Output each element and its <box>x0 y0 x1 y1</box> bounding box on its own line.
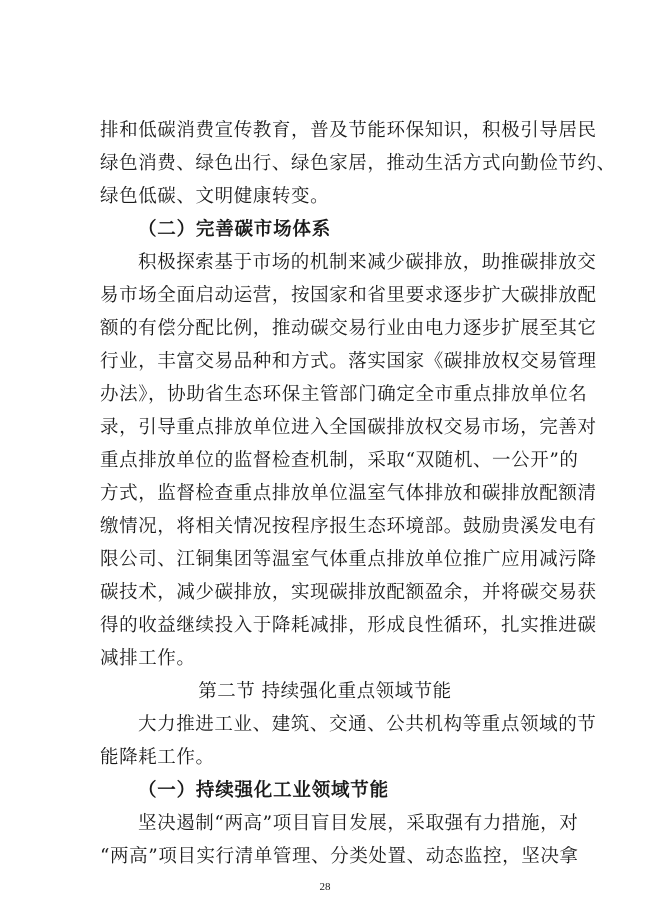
paragraph-line: “两高”项目实行清单管理、分类处置、动态监控，坚决拿 <box>100 846 579 867</box>
paragraph-line: 限公司、江铜集团等温室气体重点排放单位推广应用减污降 <box>100 549 597 570</box>
paragraph-line: 缴情况，将相关情况按程序报生态环境部。鼓励贵溪发电有 <box>100 516 597 537</box>
page-number: 28 <box>319 881 331 893</box>
subsection-heading: （二）完善碳市场体系 <box>138 219 332 240</box>
paragraph-line: 排和低碳消费宣传教育，普及节能环保知识，积极引导居民 <box>100 120 597 141</box>
paragraph-line: 得的收益继续投入于降耗减排，形成良性循环，扎实推进碳 <box>100 615 597 636</box>
paragraph-line: 行业，丰富交易品种和方式。落实国家《碳排放权交易管理 <box>100 351 597 372</box>
paragraph-line: 重点排放单位的监督检查机制，采取“双随机、一公开”的 <box>100 450 579 471</box>
paragraph-line: 坚决遏制“两高”项目盲目发展，采取强有力措施，对 <box>138 813 579 834</box>
paragraph-line: 绿色低碳、文明健康转变。 <box>100 186 330 207</box>
subsection-heading: （一）持续强化工业领域节能 <box>138 780 389 801</box>
paragraph-line: 易市场全面启动运营，按国家和省里要求逐步扩大碳排放配 <box>100 285 597 306</box>
paragraph-line: 大力推进工业、建筑、交通、公共机构等重点领域的节 <box>138 714 597 735</box>
paragraph-line: 额的有偿分配比例，推动碳交易行业由电力逐步扩展至其它 <box>100 318 597 339</box>
paragraph-line: 积极探索基于市场的机制来减少碳排放，助推碳排放交 <box>138 252 597 273</box>
paragraph-line: 办法》，协助省生态环保主管部门确定全市重点排放单位名 <box>100 384 588 405</box>
paragraph-line: 碳技术，减少碳排放，实现碳排放配额盈余，并将碳交易获 <box>100 582 597 603</box>
paragraph-line: 录，引导重点排放单位进入全国碳排放权交易市场，完善对 <box>100 417 597 438</box>
paragraph-line: 减排工作。 <box>100 648 196 669</box>
paragraph-line: 能降耗工作。 <box>100 747 215 768</box>
paragraph-line: 绿色消费、绿色出行、绿色家居，推动生活方式向勤俭节约、 <box>100 153 616 174</box>
section-title: 第二节 持续强化重点领域节能 <box>198 681 452 702</box>
paragraph-line: 方式，监督检查重点排放单位温室气体排放和碳排放配额清 <box>100 483 597 504</box>
